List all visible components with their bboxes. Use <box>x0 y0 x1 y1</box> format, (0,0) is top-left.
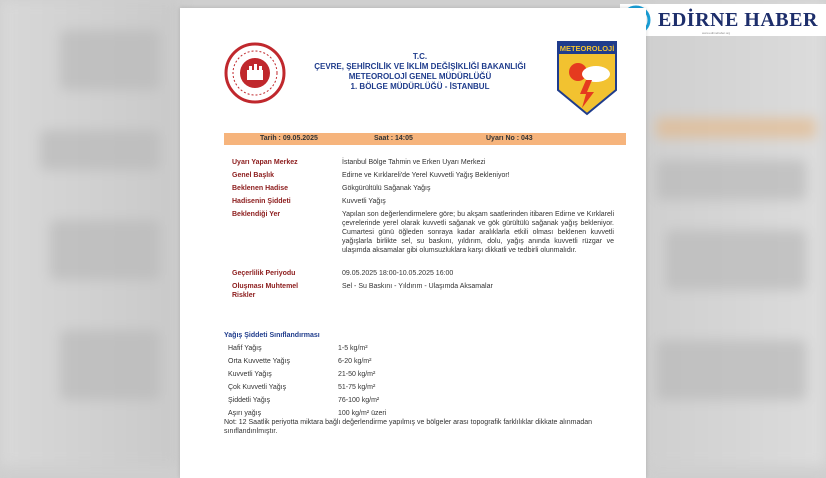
meteoroloji-logo-icon <box>556 40 618 116</box>
class-value: 21-50 kg/m² <box>338 371 376 378</box>
field-label: Beklendiği Yer <box>232 211 281 218</box>
warning-number-label: Uyarı No : 043 <box>486 135 533 142</box>
header-tc: T.C. <box>412 52 428 61</box>
classification-title: Yağış Şiddeti Sınıflandırması <box>224 332 320 339</box>
field-value: Kuvvetli Yağış <box>342 198 386 205</box>
header-directorate: METEOROLOJİ GENEL MÜDÜRLÜĞÜ <box>348 72 492 81</box>
warning-document <box>180 8 646 478</box>
date-label: Tarih : 09.05.2025 <box>260 135 318 142</box>
class-name: Aşırı yağış <box>228 410 262 417</box>
field-label: Oluşması Muhtemel Riskler <box>232 283 299 299</box>
field-value: Gökgürültülü Sağanak Yağış <box>342 185 431 192</box>
field-value: Sel - Su Baskını - Yıldırım - Ulaşımda Aksamalar <box>342 283 493 290</box>
class-name: Çok Kuvvetli Yağış <box>228 384 287 391</box>
field-label: Beklenen Hadise <box>232 185 289 192</box>
class-name: Şiddetli Yağış <box>228 397 271 404</box>
blurred-background-left <box>0 0 180 466</box>
field-label: Genel Başlık <box>232 172 275 179</box>
field-label: Hadisenin Şiddeti <box>232 198 291 205</box>
class-name: Hafif Yağış <box>228 345 262 352</box>
class-value: 6-20 kg/m² <box>338 358 372 365</box>
field-value: İstanbul Bölge Tahmin ve Erken Uyarı Merkezi <box>342 159 486 166</box>
field-value: 09.05.2025 18:00-10.05.2025 16:00 <box>342 270 454 277</box>
class-name: Orta Kuvvette Yağış <box>228 358 290 365</box>
class-value: 76-100 kg/m² <box>338 397 380 404</box>
class-value: 1-5 kg/m² <box>338 345 368 352</box>
edirne-haber-brand <box>620 4 826 36</box>
header-region: 1. BÖLGE MÜDÜRLÜĞÜ - İSTANBUL <box>350 82 490 91</box>
brand-name: EDİRNE HABER <box>658 8 818 31</box>
brand-url: www.edirnehaber.org <box>702 31 731 35</box>
ministry-seal-icon <box>224 42 286 104</box>
class-value: 51-75 kg/m² <box>338 384 376 391</box>
field-value: Edirne ve Kırklareli'de Yerel Kuvvetli Yağış Bekleniyor! <box>342 172 510 179</box>
header-ministry: ÇEVRE, ŞEHİRCİLİK VE İKLİM DEĞİŞİKLİĞİ BAKANLIĞI <box>314 62 526 71</box>
meteo-logo-text: METEOROLOJİ <box>559 44 615 53</box>
classification-note: Not: 12 Saatlik periyotta miktara bağlı değerlendirme yapılmış ve bölgeler arası topografik farklılıklar dikkate alınmadan sınıflandırılmıştır. <box>224 419 593 435</box>
class-name: Kuvvetli Yağış <box>228 371 272 378</box>
class-value: 100 kg/m² üzeri <box>338 410 387 417</box>
info-bar <box>224 133 626 145</box>
field-value: Yapılan son değerlendirmelere göre; bu akşam saatlerinden itibaren Edirne ve Kırklareli çevrelerinde yerel olarak kuvvetli sağanak ve gök gürültülü sağanak yağış bekleniyor. Cumartesi günü öğleden sonraya kadar aralıklarla etkili olması beklenen kuvvetli yağışlarla birlikte sel, su baskını, yıldırım, dolu, yağış anında kuvvetli rüzgar ve ulaşımda aksamalar gibi olumsuzluklara karşı dikkatli ve tedbirli olunmalıdır. <box>342 211 614 254</box>
blurred-background-right <box>646 0 826 466</box>
document-header <box>290 52 550 92</box>
field-label: Geçerlilik Periyodu <box>232 270 296 277</box>
field-label: Uyarı Yapan Merkez <box>232 159 298 166</box>
time-label: Saat : 14:05 <box>374 135 413 142</box>
